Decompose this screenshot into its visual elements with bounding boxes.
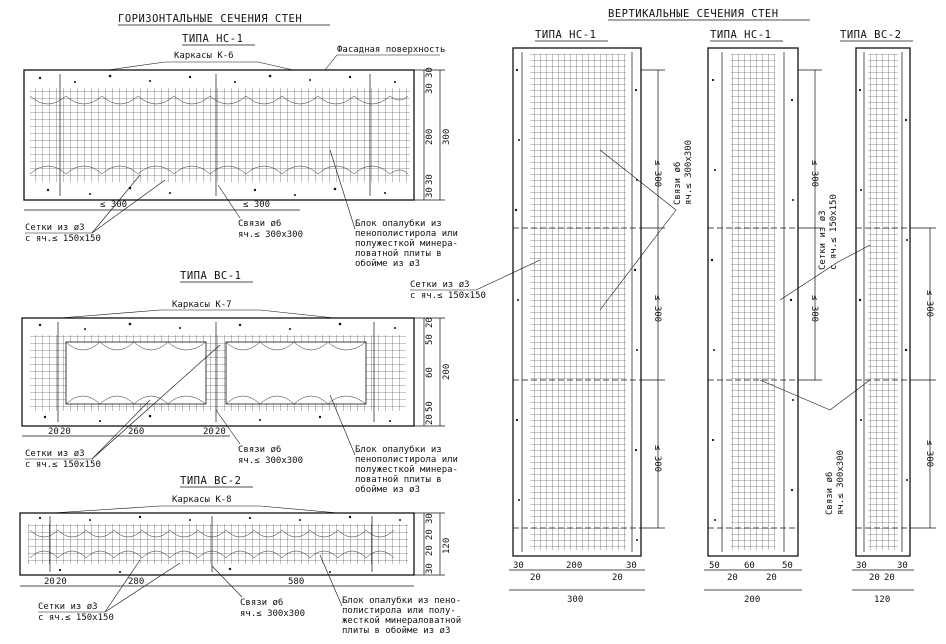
vs-hs1-dim-bottom-2: 20 [530, 573, 541, 583]
hc1-ties-label-2: яч.≤ 300х300 [238, 456, 304, 466]
section-hc2 [20, 475, 461, 636]
vertical-section-hs1 [410, 29, 694, 605]
vs-hc1-dim-side-2: ≤ 300 [809, 295, 819, 323]
vs-hc1-dim-side-1: ≤ 300 [809, 160, 819, 188]
hc2-ties-label-1: Связи ø6 [240, 598, 284, 608]
vs-hs1-mesh-label-1: Сетки из ø3 [410, 280, 470, 290]
hc2-block-label-4: плиты в обойме из ø3 [342, 626, 451, 636]
hc2-title: ТИПА ВС-2 [180, 475, 242, 487]
hc1-dim-bottom-2: 20 [60, 427, 71, 437]
hs1-dim-right-1: 30 [425, 67, 435, 78]
section-hs1 [24, 33, 458, 269]
vertical-sections-title: ВЕРТИКАЛЬНЫЕ СЕЧЕНИЯ СТЕН [608, 8, 779, 20]
hc1-block-label-4: ловатной плиты в [355, 475, 442, 485]
hs1-ties-label-2: яч.≤ 300х300 [238, 230, 304, 240]
vs-hc2-dim-side-2: ≤ 300 [924, 440, 934, 468]
hs1-mesh [30, 88, 410, 182]
hs1-facade-label: Фасадная поверхность [337, 45, 446, 55]
vs-hc1-dim-bottom-5: 50 [782, 561, 793, 571]
hc2-dim-right-4: 30 [425, 563, 435, 574]
hs1-dim-bottom-a: ≤ 300 [100, 200, 128, 210]
hc2-block-label-1: Блок опалубки из пено- [342, 596, 462, 606]
hc1-ties-label-1: Связи ø6 [238, 445, 282, 455]
hc1-dim-right-2: 50 [425, 334, 435, 345]
hc2-mesh [28, 524, 408, 564]
hc2-ties-label-2: яч.≤ 300х300 [240, 609, 306, 619]
hs1-dim-right-5: 30 [425, 187, 435, 198]
hc1-dim-right-5: 20 [425, 414, 435, 425]
vs-hc2-dim-bottom-4: 30 [897, 561, 908, 571]
hc2-dim-total: 120 [442, 537, 452, 554]
vs-hc2-dim-bottom-1: 30 [856, 561, 867, 571]
hc2-frames-label: Каркасы К-8 [172, 495, 232, 505]
vs-hs1-dim-bottom-5: 30 [626, 561, 637, 571]
hs1-dim-right-4: 30 [425, 174, 435, 185]
hs1-mesh-label-1: Сетки из ø3 [25, 223, 85, 233]
vs-hs1-dim-side-3: ≤ 300 [652, 445, 662, 473]
vs-hs1-mesh-label-2: с яч.≤ 150х150 [410, 291, 486, 301]
hc1-dim-total: 200 [442, 363, 452, 380]
vs-hs1-mesh [530, 54, 626, 550]
vs-hs1-dim-side-1: ≤ 300 [652, 160, 662, 188]
vs-hc2-dim-bottom-3: 20 [884, 573, 895, 583]
hc1-block-label-1: Блок опалубки из [355, 445, 442, 455]
vs-hs1-dim-bottom-1: 30 [513, 561, 524, 571]
hc2-mesh-label-2: с яч.≤ 150х150 [38, 613, 114, 623]
hc1-block-label-3: полужесткой минера- [355, 465, 458, 475]
vs-hc2-ties-label-1: Связи ø6 [825, 471, 835, 515]
vs-hs1-ties-label-2: яч.≤ 300х300 [684, 139, 694, 205]
hs1-dim-bottom-b: ≤ 300 [243, 200, 271, 210]
hc2-dim-bottom-3: 280 [128, 577, 145, 587]
vs-hc1-dim-bottom-3: 60 [744, 561, 755, 571]
hc1-dim-bottom-5: 20 [215, 427, 226, 437]
hs1-dim-right-3: 200 [425, 128, 435, 145]
vs-hc1-dim-bottom-2: 20 [727, 573, 738, 583]
hs1-block-label-3: полужесткой минера- [355, 239, 458, 249]
hc2-dim-bottom-2: 20 [56, 577, 67, 587]
hc1-dim-right-1: 20 [425, 317, 435, 328]
hc2-dim-right-3: 20 [425, 545, 435, 556]
hc2-block-label-2: полистирола или полу- [342, 606, 456, 616]
vs-hs1-dim-bottom-4: 20 [612, 573, 623, 583]
hc1-mesh-label-2: с яч.≤ 150х150 [25, 460, 101, 470]
hs1-block-label-1: Блок опалубки из [355, 219, 442, 229]
vs-hc2-title: ТИПА ВС-2 [840, 29, 902, 41]
hs1-dim-total: 300 [442, 128, 452, 145]
hs1-dim-right-2: 30 [425, 83, 435, 94]
hc2-dim-bottom-4: 580 [288, 577, 305, 587]
hc1-dim-bottom-4: 20 [203, 427, 214, 437]
hs1-block-label-5: обойме из ø3 [355, 259, 421, 269]
vs-hc1-dim-bottom-1: 50 [709, 561, 720, 571]
vs-hs1-dim-side-2: ≤ 300 [652, 295, 662, 323]
hc2-block-label-3: жесткой минераловатной [342, 616, 462, 626]
hc1-dim-right-3: 60 [425, 367, 435, 378]
vs-hc1-title: ТИПА НС-1 [710, 29, 772, 41]
hs1-title: ТИПА НС-1 [182, 33, 244, 45]
hc1-mesh-label-1: Сетки из ø3 [25, 449, 85, 459]
vs-hc2-dim-side-1: ≤ 300 [924, 290, 934, 318]
hc1-title: ТИПА ВС-1 [180, 270, 242, 282]
hs1-mesh-label-2: с яч.≤ 150х150 [25, 234, 101, 244]
vs-hs1-title: ТИПА НС-1 [535, 29, 597, 41]
section-hc1 [22, 270, 458, 495]
vs-hc2-dim-bottom-2: 20 [869, 573, 880, 583]
hc1-dim-bottom-1: 20 [48, 427, 59, 437]
vs-hc2-mesh-label-2: с яч.≤ 150х150 [829, 194, 839, 270]
hc1-dim-right-4: 50 [425, 401, 435, 412]
vs-hc2-ties-label-2: яч.≤ 300х300 [836, 449, 846, 515]
vs-hs1-dim-total: 300 [567, 595, 584, 605]
hc1-block-label-5: обойме из ø3 [355, 485, 421, 495]
hs1-facade-leader [325, 55, 337, 70]
vs-hc2-dim-total: 120 [874, 595, 891, 605]
hc2-dim-right-1: 30 [425, 513, 435, 524]
hc2-dim-bottom-1: 20 [44, 577, 55, 587]
vertical-section-hc1 [704, 29, 822, 605]
hc2-dim-right-2: 20 [425, 529, 435, 540]
vs-hs1-ties-label-1: Связи ø6 [673, 161, 683, 205]
hs1-block-label-2: пенополистирола или [355, 229, 458, 239]
hc1-dim-bottom-3: 260 [128, 427, 145, 437]
hc1-block-label-2: пенополистирола или [355, 455, 458, 465]
vs-hs1-dim-bottom-3: 200 [566, 561, 583, 571]
hc1-block-left [66, 342, 206, 404]
hs1-frames-label: Каркасы К-6 [174, 51, 234, 61]
vs-hc1-dim-bottom-4: 20 [766, 573, 777, 583]
hc1-block-right [226, 342, 366, 404]
vs-hc1-mesh [731, 54, 775, 550]
vs-hc2-mesh-label-1: Сетки из ø3 [818, 210, 828, 270]
hc2-mesh-label-1: Сетки из ø3 [38, 602, 98, 612]
horizontal-sections-title: ГОРИЗОНТАЛЬНЫЕ СЕЧЕНИЯ СТЕН [118, 13, 303, 25]
hc1-frames-label: Каркасы К-7 [172, 300, 232, 310]
vs-hc2-mesh [868, 54, 898, 550]
hs1-block-label-4: ловатной плиты в [355, 249, 442, 259]
hs1-ties-label-1: Связи ø6 [238, 219, 282, 229]
vs-hc1-dim-total: 200 [744, 595, 761, 605]
